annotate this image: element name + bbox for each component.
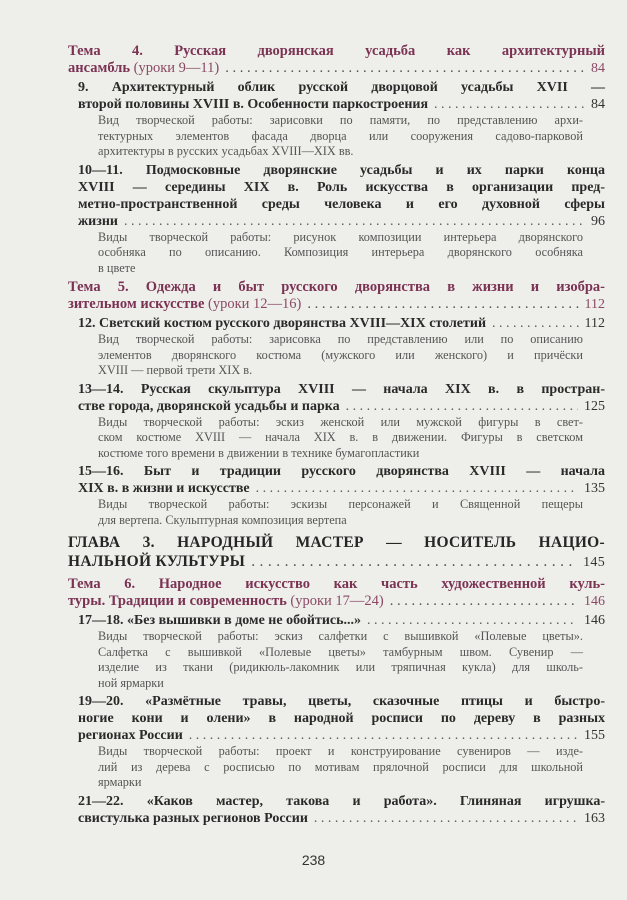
lesson-title-last-line <box>78 480 605 497</box>
page-ref: 112 <box>584 297 605 312</box>
theme-title-text <box>68 593 384 610</box>
work-description <box>78 230 605 277</box>
description-line: ском костюме XVIII — начала XIX в. в движении. Фигуры в светском <box>98 430 583 444</box>
lesson-entry[interactable] <box>68 463 605 528</box>
lesson-title-last-line <box>78 213 605 230</box>
lesson-entry[interactable] <box>68 612 605 691</box>
dot-leader <box>307 296 578 313</box>
lesson-title-last-line <box>78 398 605 415</box>
lessons-range: (уроки 17—24) <box>286 593 384 609</box>
dot-leader <box>390 593 578 610</box>
lesson-title-text <box>78 480 250 497</box>
theme-title-bold: зительном искусстве <box>68 296 205 312</box>
description-line: костюме того времени в движении в технике бумагопластики <box>98 445 420 460</box>
theme-title-line: Тема 5. Одежда и быт русского дворянства в жизни и изобра- <box>68 279 605 295</box>
theme-title-line: Тема 4. Русская дворянская усадьба как архитектурный <box>68 43 605 59</box>
work-description <box>78 113 605 160</box>
description-line: изделие из ткани (ридикюль-лакомник или тряпичная кукла) для школь- <box>98 660 583 674</box>
lesson-title-text <box>78 96 428 113</box>
dot-leader <box>256 480 578 497</box>
description-line: элементов дворянского костюма (мужского или женского) и причёски <box>98 347 583 362</box>
chapter-title-last-line <box>68 552 605 572</box>
table-of-contents <box>68 40 605 829</box>
description-line: лий из дерева с росписью по мотивам прялочной росписи для школьной <box>98 759 583 774</box>
dot-leader <box>225 60 585 77</box>
lesson-title-text <box>78 612 361 629</box>
lesson-title-text <box>78 398 340 415</box>
description-line: Салфетка с вышивкой «Полевые цветы» тамбурным швом. Сувенир — <box>98 644 583 659</box>
lesson-title-line: XVIII — середины XIX в. Роль искусства в организации пред- <box>78 179 605 195</box>
page-ref: 125 <box>584 398 605 414</box>
chapter-title-text <box>68 552 245 571</box>
lesson-title-bold: регионах России <box>78 728 183 743</box>
page-ref: 155 <box>584 728 605 743</box>
lesson-title-bold: 17—18. «Без вышивки в доме не обойтись...» <box>78 613 362 628</box>
chapter-title-line: ГЛАВА 3. НАРОДНЫЙ МАСТЕР — НОСИТЕЛЬ НАЦИО- <box>68 534 605 551</box>
lesson-title-bold: свистулька разных регионов России <box>78 810 308 826</box>
description-line: Вид творческой работы: зарисовки по памяти, по представлению архи- <box>98 113 583 127</box>
lesson-title-bold: стве города, дворянской усадьбы и парка <box>78 398 340 414</box>
chapter-title-bold: НАЛЬНОЙ КУЛЬТУРЫ <box>68 553 246 570</box>
work-description <box>78 629 605 691</box>
page-ref: 112 <box>584 316 605 331</box>
lesson-title-line: 10—11. Подмосковные дворянские усадьбы и их парки конца <box>78 162 605 178</box>
description-line: Вид творческой работы: зарисовка по представлению или по описанию <box>98 332 583 346</box>
lesson-title-last-line <box>78 96 605 113</box>
lesson-title-last-line <box>78 612 605 629</box>
lesson-title-line: 19—20. «Размётные травы, цветы, сказочные птицы и быстро- <box>78 694 605 709</box>
work-description <box>78 744 605 791</box>
chapter-entry[interactable] <box>68 533 605 572</box>
lessons-range: (уроки 9—11) <box>130 60 220 76</box>
lesson-title-bold: второй половины XVIII в. Особенности паркостроения <box>78 97 429 112</box>
work-description <box>78 497 605 528</box>
description-line: Виды творческой работы: проект и конструирование сувениров — изде- <box>98 744 583 758</box>
lesson-title-line: 21—22. «Каков мастер, такова и работа». Глиняная игрушка- <box>78 793 605 809</box>
description-line: тектурных элементов фасада дворца или сооружения садово-парковой <box>98 128 583 143</box>
lesson-title-line: 9. Архитектурный облик русской дворцовой усадьбы XVII — <box>78 80 605 95</box>
page-ref: 146 <box>584 594 605 609</box>
theme-title-last-line <box>68 60 605 77</box>
description-line: особняка по описанию. Композиция интерьера дворянского особняка <box>98 245 583 259</box>
lesson-entry[interactable] <box>68 162 605 277</box>
work-description <box>78 332 605 379</box>
lesson-entry[interactable] <box>68 315 605 379</box>
description-line: архитектуры в русских усадьбах XVIII—XIX вв. <box>98 144 354 158</box>
lesson-entry[interactable] <box>68 79 605 160</box>
lessons-range: (уроки 12—16) <box>204 296 302 312</box>
theme-entry[interactable] <box>68 43 605 77</box>
description-line: Виды творческой работы: рисунок композиции интерьера дворянского <box>98 229 583 244</box>
page-ref: 84 <box>591 97 605 112</box>
page-ref: 96 <box>591 213 605 229</box>
lesson-title-last-line <box>78 727 605 744</box>
lesson-entry[interactable] <box>68 693 605 791</box>
description-line: для вертепа. Скульптурная композиция вертепа <box>98 512 347 527</box>
page-ref: 84 <box>591 61 605 76</box>
dot-leader <box>124 213 585 230</box>
page-ref: 163 <box>584 810 605 826</box>
page-ref: 145 <box>583 555 605 570</box>
theme-entry[interactable] <box>68 279 605 313</box>
lesson-title-line: 13—14. Русская скульптура XVIII — начала XIX в. в простран- <box>78 381 605 397</box>
dot-leader <box>251 552 577 571</box>
theme-title-bold: ансамбль <box>68 60 131 76</box>
lesson-entry[interactable] <box>68 793 605 827</box>
theme-title-text <box>68 296 301 313</box>
page-ref: 135 <box>584 481 605 496</box>
dot-leader <box>314 810 578 827</box>
lesson-title-text <box>78 810 308 827</box>
page-ref: 146 <box>584 613 605 628</box>
theme-entry[interactable] <box>68 576 605 610</box>
dot-leader <box>367 612 578 629</box>
lesson-entry[interactable] <box>68 381 605 462</box>
description-line: XVIII — первой трети XIX в. <box>98 363 253 377</box>
lesson-title-text <box>78 315 486 332</box>
dot-leader <box>346 398 578 415</box>
lesson-title-line: метно-пространственной среды человека и его духовной сферы <box>78 196 605 212</box>
theme-title-line: Тема 6. Народное искусство как часть художественной куль- <box>68 576 605 592</box>
description-line: ной ярмарки <box>98 675 164 690</box>
lesson-title-bold: жизни <box>78 213 118 229</box>
lesson-title-bold: XIX в. в жизни и искусстве <box>78 481 250 496</box>
dot-leader <box>434 96 585 113</box>
dot-leader <box>492 315 578 332</box>
theme-title-last-line <box>68 296 605 313</box>
lesson-title-bold: 12. Светский костюм русского дворянства XVIII—XIX столетий <box>78 316 487 331</box>
lesson-title-line: 15—16. Быт и традиции русского дворянства XVIII — начала <box>78 464 605 479</box>
lesson-title-text <box>78 213 118 230</box>
work-description <box>78 415 605 462</box>
lesson-title-line: ногие кони и олени» в народной росписи по дереву в разных <box>78 711 605 726</box>
lesson-title-text <box>78 727 183 744</box>
description-line: Виды творческой работы: эскизы персонажей и Священной пещеры <box>98 497 583 511</box>
dot-leader <box>189 727 578 744</box>
lesson-title-last-line <box>78 810 605 827</box>
lesson-title-last-line <box>78 315 605 332</box>
theme-title-bold: туры. Традиции и современность <box>68 593 287 609</box>
description-line: Виды творческой работы: эскиз женской или мужской фигуры в свет- <box>98 414 583 429</box>
description-line: Виды творческой работы: эскиз салфетки с вышивкой «Полевые цветы». <box>98 629 583 643</box>
theme-title-last-line <box>68 593 605 610</box>
description-line: ярмарки <box>98 775 142 789</box>
page-number: 238 <box>301 852 326 868</box>
theme-title-text <box>68 60 219 77</box>
description-line: в цвете <box>98 260 136 275</box>
